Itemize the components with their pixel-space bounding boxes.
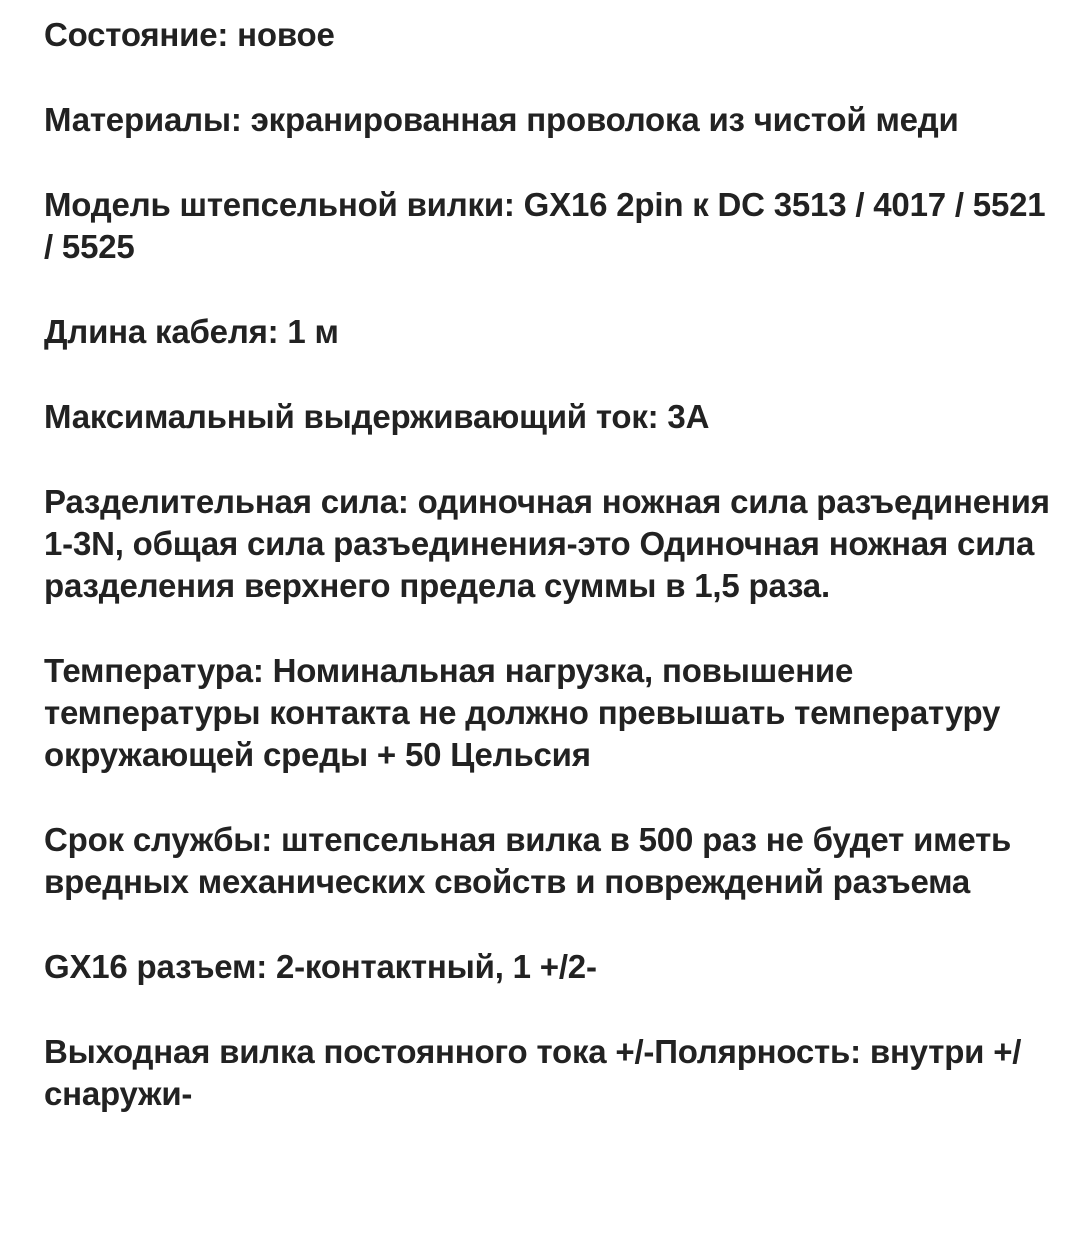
spec-max-current: Максимальный выдерживающий ток: 3А	[44, 398, 710, 435]
spec-temperature: Температура: Номинальная нагрузка, повышение температуры контакта не должно превышать температуру окружающей среды + 50 Цельсия	[44, 652, 1001, 773]
spec-dc-polarity: Выходная вилка постоянного тока +/-Полярность: внутри +/снаружи-	[44, 1033, 1022, 1112]
spec-separation-force: Разделительная сила: одиночная ножная сила разъединения 1-3N, общая сила разъединения-это Одиночная ножная сила разделения верхнего предела суммы в 1,5 раза.	[44, 483, 1050, 604]
spec-gx16-connector: GX16 разъем: 2-контактный, 1 +/2-	[44, 948, 597, 985]
spec-condition: Состояние: новое	[44, 16, 335, 53]
spec-service-life: Срок службы: штепсельная вилка в 500 раз не будет иметь вредных механических свойств и повреждений разъема	[44, 821, 1012, 900]
product-spec-list	[44, 14, 1054, 1158]
spec-materials: Материалы: экранированная проволока из чистой меди	[44, 101, 959, 138]
spec-cable-length: Длина кабеля: 1 м	[44, 313, 339, 350]
spec-plug-model: Модель штепсельной вилки: GX16 2pin к DC 3513 / 4017 / 5521 / 5525	[44, 186, 1046, 265]
